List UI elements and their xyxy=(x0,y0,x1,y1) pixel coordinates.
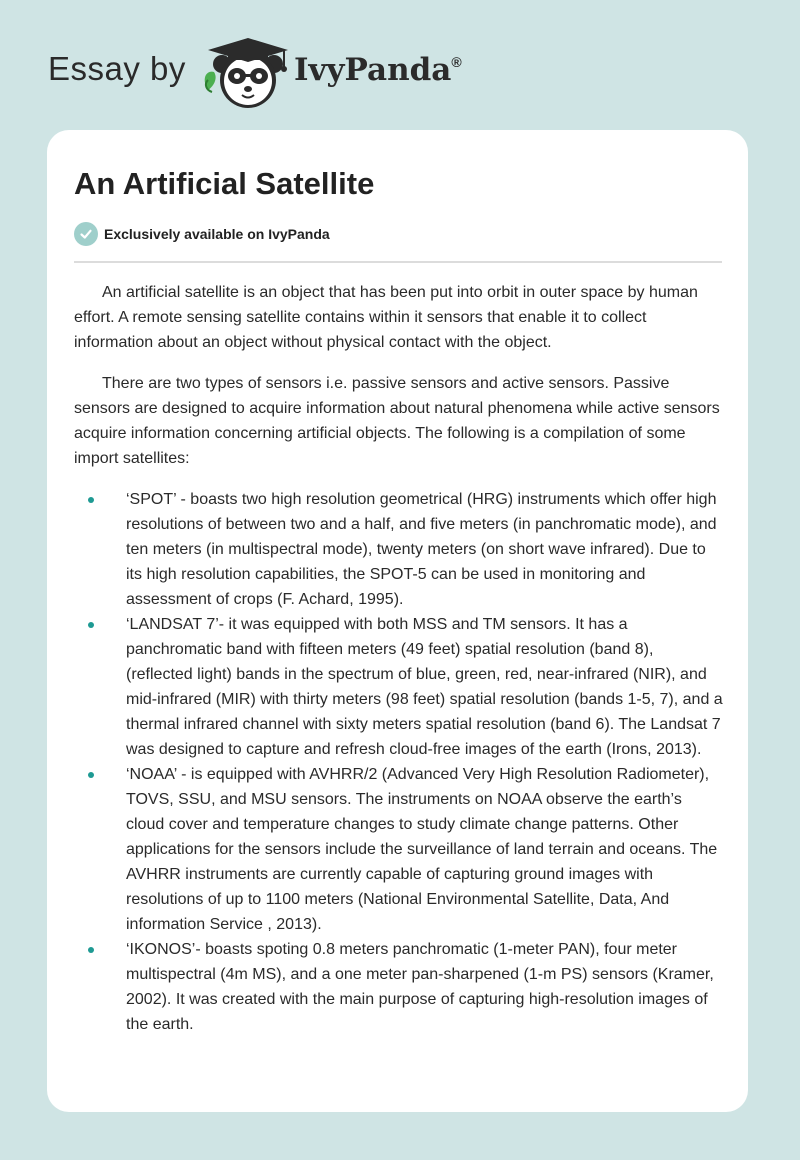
list-item-text: ‘LANDSAT 7’- it was equipped with both MSS and TM sensors. It has a panchromatic band with fifteen meters (49 feet) spatial resolution (band 8), (reflected light) bands in the spectrum of blue, green, red, near-infrared (NIR), and mid-infrared (MIR) with thirty meters (98 feet) spatial resolution (bands 1-5, 7), and a thermal infrared channel with sixty meters spatial resolution (band 6). The Landsat 7 was designed to capture and refresh cloud-free images of the earth (Irons, 2013). xyxy=(126,616,723,758)
panda-logo-icon[interactable] xyxy=(200,34,300,110)
list-item-text: ‘IKONOS’- boasts spoting 0.8 meters panchromatic (1-meter PAN), four meter multispectral (4m MS), and a one meter pan-sharpened (1-m PS) sensors (Kramer, 2002). It was created with the main purpose of capturing high-resolution images of the earth. xyxy=(126,941,714,1033)
essay-card xyxy=(47,130,748,1112)
essay-body xyxy=(74,280,724,1037)
list-item xyxy=(74,487,724,612)
site-header xyxy=(0,0,800,130)
exclusive-badge xyxy=(74,222,330,246)
paragraph: An artificial satellite is an object that has been put into orbit in outer space by human effort. A remote sensing satellite contains within it sensors that enable it to collect information about an object without physical contact with the object. xyxy=(74,284,698,351)
list-item-text: ‘SPOT’ - boasts two high resolution geometrical (HRG) instruments which offer high resolutions of between two and a half, and five meters (in panchromatic mode), and ten meters (in multispectral mode), twenty meters (on short wave infrared). Due to its high resolution capabilities, the SPOT-5 can be used in monitoring and assessment of crops (F. Achard, 1995). xyxy=(126,491,717,608)
essay-by-label: Essay by xyxy=(48,50,186,87)
bullet-icon xyxy=(88,947,94,953)
bullet-icon xyxy=(88,497,94,503)
list-item xyxy=(74,937,724,1037)
brand-name[interactable] xyxy=(294,52,462,88)
bullet-icon xyxy=(88,772,94,778)
badge-label: Exclusively available on IvyPanda xyxy=(104,226,330,242)
bullet-icon xyxy=(88,622,94,628)
paragraph: There are two types of sensors i.e. passive sensors and active sensors. Passive sensors are designed to acquire information about natural phenomena while active sensors acquire information concerning artificial objects. The following is a compilation of some import satellites: xyxy=(74,375,720,467)
brand-text: IvyPanda xyxy=(294,52,452,88)
list-item-text: ‘NOAA’ - is equipped with AVHRR/2 (Advanced Very High Resolution Radiometer), TOVS, SSU, and MSU sensors. The instruments on NOAA observe the earth’s cloud cover and temperature changes to study climate change patterns. Other applications for the sensors include the surveillance of land terrain and oceans. The AVHRR instruments are currently capable of capturing ground images with resolutions of up to 1100 meters (National Environmental Satellite, Data, And information Service , 2013). xyxy=(126,766,718,933)
list-item xyxy=(74,612,724,762)
check-icon xyxy=(74,222,98,246)
satellite-list xyxy=(74,487,724,1037)
list-item xyxy=(74,762,724,937)
page-title: An Artificial Satellite xyxy=(74,166,375,201)
registered-mark: ® xyxy=(451,54,462,70)
title-divider xyxy=(74,261,722,263)
